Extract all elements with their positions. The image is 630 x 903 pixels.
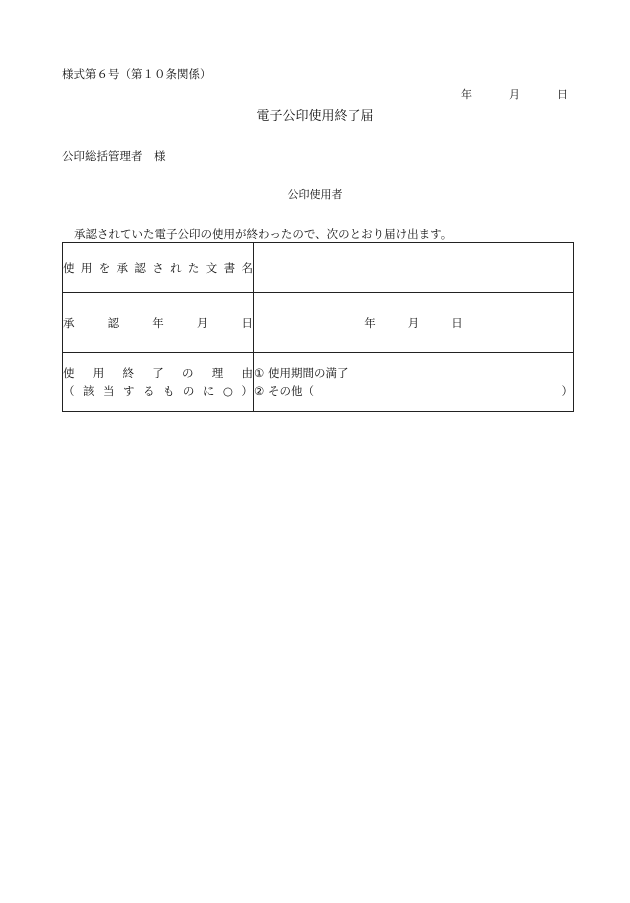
date-day-label: 日	[557, 88, 568, 101]
spread-label	[63, 315, 253, 331]
option-expiry[interactable]	[254, 364, 573, 382]
label-char: 理	[211, 366, 224, 380]
form-number: 様式第６号（第１０条関係）	[62, 67, 212, 81]
approval-date-field[interactable]	[254, 293, 574, 353]
option-2-marker: ②	[254, 384, 265, 398]
option-1-marker: ①	[254, 366, 265, 380]
label-char: 承	[63, 315, 75, 330]
label-char: の	[182, 366, 194, 380]
label-char: を	[98, 260, 111, 275]
approval-month-label: 月	[407, 315, 420, 330]
label-char: 承	[116, 260, 129, 275]
document-name-label	[63, 243, 254, 293]
approval-year-label: 年	[364, 315, 376, 330]
label-char: 使	[63, 260, 75, 275]
option-1-text: 使用期間の満了	[267, 366, 349, 380]
label-char: に	[202, 384, 215, 398]
option-2-text: その他（	[267, 384, 314, 398]
date-year-label: 年	[461, 88, 472, 101]
table-row	[63, 293, 574, 353]
table-row	[63, 353, 574, 412]
label-char: 書	[223, 260, 236, 275]
label-char: 用	[92, 366, 105, 380]
date-month-label: 月	[509, 88, 520, 101]
option-other[interactable]	[254, 382, 573, 400]
label-char: す	[122, 384, 135, 398]
document-name-field[interactable]	[254, 243, 574, 293]
label-char: 用	[80, 260, 93, 275]
spread-label	[63, 260, 253, 276]
label-char: も	[162, 384, 175, 398]
label-char: 了	[152, 366, 164, 380]
label-char: （	[63, 384, 75, 398]
applicant-label: 公印使用者	[287, 188, 343, 201]
spread-label	[63, 364, 253, 382]
label-char: 文	[205, 260, 218, 275]
label-char: 該	[82, 384, 95, 398]
option-2-close: ）	[561, 384, 573, 398]
notification-table	[62, 242, 574, 412]
termination-reason-label	[63, 353, 254, 412]
submission-date	[461, 86, 568, 102]
label-char: 年	[152, 315, 164, 330]
label-char: さ	[152, 260, 164, 275]
label-char: る	[142, 384, 155, 398]
addressee: 公印総括管理者 様	[62, 149, 166, 163]
document-title: 電子公印使用終了届	[256, 109, 374, 124]
label-char: 名	[241, 260, 253, 275]
label-char: 月	[196, 315, 209, 330]
label-char: ○	[222, 384, 233, 398]
label-char: 日	[241, 315, 253, 330]
label-char: 終	[122, 366, 134, 380]
approval-date-label	[63, 293, 254, 353]
label-char: 当	[102, 384, 115, 398]
label-char: 認	[107, 315, 120, 330]
spread-label	[63, 382, 253, 400]
intro-text: 承認されていた電子公印の使用が終わったので、次のとおり届け出ます。	[74, 227, 453, 241]
label-char: 使	[63, 366, 75, 380]
label-char: 由	[241, 366, 253, 380]
label-char: 認	[134, 260, 146, 275]
approval-day-label: 日	[451, 315, 463, 330]
label-char: の	[182, 384, 195, 398]
label-char: た	[187, 260, 200, 275]
termination-reason-options	[254, 353, 574, 412]
table-row	[63, 243, 574, 293]
label-char: ）	[241, 384, 253, 398]
label-char: れ	[170, 260, 182, 275]
